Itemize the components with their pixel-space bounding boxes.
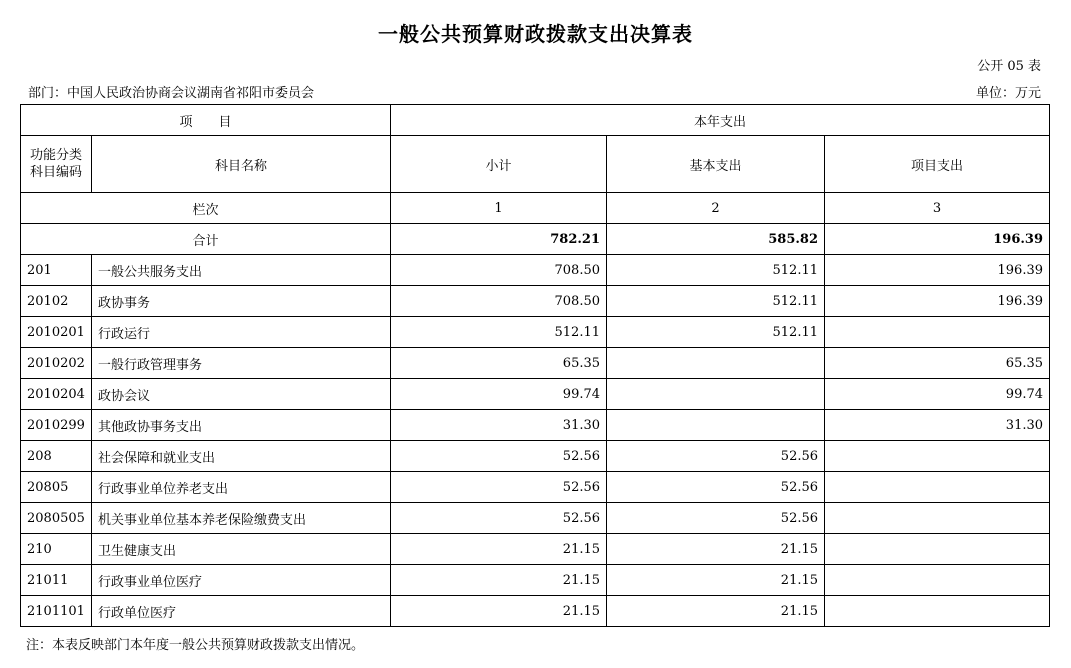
basic-value (607, 348, 825, 379)
project-value (825, 565, 1050, 596)
account-code: 2010202 (21, 348, 92, 379)
subtotal-value: 99.74 (391, 379, 607, 410)
project-value: 31.30 (825, 410, 1050, 441)
account-code: 2080505 (21, 503, 92, 534)
expenditure-table (20, 104, 1050, 627)
basic-value: 21.15 (607, 565, 825, 596)
account-code: 201 (21, 255, 92, 286)
column-number-1: 1 (391, 193, 607, 224)
total-subtotal: 782.21 (391, 224, 607, 255)
project-value: 196.39 (825, 286, 1050, 317)
name-column-header: 科目名称 (92, 136, 391, 193)
table-row (21, 503, 1050, 534)
table-row (21, 255, 1050, 286)
account-name: 行政事业单位医疗 (92, 565, 391, 596)
basic-value: 21.15 (607, 596, 825, 627)
table-row (21, 410, 1050, 441)
table-row (21, 286, 1050, 317)
account-name: 一般公共服务支出 (92, 255, 391, 286)
subtotal-column-header: 小计 (391, 136, 607, 193)
form-number: 公开 05 表 (977, 59, 1041, 74)
project-value (825, 596, 1050, 627)
account-code: 20102 (21, 286, 92, 317)
account-code: 208 (21, 441, 92, 472)
table-row (21, 317, 1050, 348)
item-header: 项 目 (21, 105, 391, 136)
table-row (21, 565, 1050, 596)
account-name: 政协事务 (92, 286, 391, 317)
account-name: 机关事业单位基本养老保险缴费支出 (92, 503, 391, 534)
basic-value: 21.15 (607, 534, 825, 565)
project-value (825, 534, 1050, 565)
column-number-3: 3 (825, 193, 1050, 224)
table-row (21, 379, 1050, 410)
table-footnote: 注：本表反映部门本年度一般公共预算财政拨款支出情况。 (26, 638, 365, 653)
report-title: 一般公共预算财政拨款支出决算表 (378, 22, 693, 46)
account-code: 210 (21, 534, 92, 565)
account-name: 卫生健康支出 (92, 534, 391, 565)
account-name: 行政事业单位养老支出 (92, 472, 391, 503)
basic-value: 52.56 (607, 472, 825, 503)
subtotal-value: 512.11 (391, 317, 607, 348)
account-name: 其他政协事务支出 (92, 410, 391, 441)
subtotal-value: 21.15 (391, 534, 607, 565)
column-number-row (21, 193, 1050, 224)
project-value: 65.35 (825, 348, 1050, 379)
basic-column-header: 基本支出 (607, 136, 825, 193)
project-value (825, 317, 1050, 348)
table-row (21, 596, 1050, 627)
total-label: 合计 (21, 224, 391, 255)
project-value (825, 472, 1050, 503)
total-basic: 585.82 (607, 224, 825, 255)
account-name: 政协会议 (92, 379, 391, 410)
subtotal-value: 65.35 (391, 348, 607, 379)
project-value (825, 503, 1050, 534)
subtotal-value: 21.15 (391, 596, 607, 627)
unit-label: 单位：万元 (975, 86, 1041, 101)
department-label: 部门：中国人民政治协商会议湖南省祁阳市委员会 (28, 86, 315, 101)
header-row-2 (21, 136, 1050, 193)
account-name: 一般行政管理事务 (92, 348, 391, 379)
project-column-header: 项目支出 (825, 136, 1050, 193)
basic-value: 512.11 (607, 317, 825, 348)
table-row (21, 472, 1050, 503)
subtotal-value: 708.50 (391, 286, 607, 317)
project-value (825, 441, 1050, 472)
table-row (21, 534, 1050, 565)
basic-value: 52.56 (607, 503, 825, 534)
table-row (21, 441, 1050, 472)
basic-value: 512.11 (607, 255, 825, 286)
project-value: 196.39 (825, 255, 1050, 286)
column-number-2: 2 (607, 193, 825, 224)
account-code: 2010299 (21, 410, 92, 441)
account-code: 2010201 (21, 317, 92, 348)
account-code: 2010204 (21, 379, 92, 410)
basic-value: 52.56 (607, 441, 825, 472)
subtotal-value: 52.56 (391, 441, 607, 472)
account-name: 行政单位医疗 (92, 596, 391, 627)
table-row (21, 348, 1050, 379)
subtotal-value: 708.50 (391, 255, 607, 286)
account-code: 20805 (21, 472, 92, 503)
subtotal-value: 52.56 (391, 472, 607, 503)
basic-value (607, 410, 825, 441)
subtotal-value: 52.56 (391, 503, 607, 534)
account-code: 21011 (21, 565, 92, 596)
account-name: 社会保障和就业支出 (92, 441, 391, 472)
subtotal-value: 21.15 (391, 565, 607, 596)
total-row (21, 224, 1050, 255)
column-number-label: 栏次 (21, 193, 391, 224)
code-column-header: 功能分类科目编码 (21, 136, 92, 193)
total-project: 196.39 (825, 224, 1050, 255)
account-code: 2101101 (21, 596, 92, 627)
project-value: 99.74 (825, 379, 1050, 410)
header-row-1 (21, 105, 1050, 136)
account-name: 行政运行 (92, 317, 391, 348)
current-year-header: 本年支出 (391, 105, 1050, 136)
subtotal-value: 31.30 (391, 410, 607, 441)
basic-value: 512.11 (607, 286, 825, 317)
basic-value (607, 379, 825, 410)
